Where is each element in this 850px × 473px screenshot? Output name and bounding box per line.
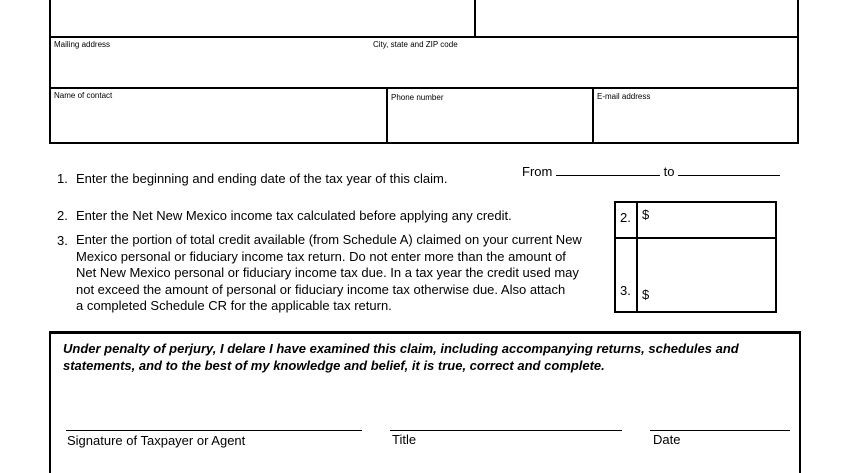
title-line bbox=[390, 430, 622, 431]
line3-text bbox=[76, 232, 611, 315]
signature-line bbox=[66, 430, 362, 431]
to-date-field[interactable] bbox=[678, 163, 780, 176]
line3-currency: $ bbox=[642, 287, 650, 302]
divider bbox=[592, 88, 594, 143]
divider bbox=[49, 331, 51, 473]
from-date-field[interactable] bbox=[556, 163, 660, 176]
line2-amount-field[interactable] bbox=[655, 203, 774, 235]
line2-text: Enter the Net New Mexico income tax calculated before applying any credit. bbox=[76, 208, 512, 223]
line1-number: 1. bbox=[57, 171, 68, 186]
line3-text-line: Mexico personal or fiduciary income tax return. Do not enter more than the amount of bbox=[76, 248, 566, 264]
email-address-label: E-mail address bbox=[597, 92, 651, 101]
divider bbox=[636, 202, 638, 312]
city-state-zip-field[interactable] bbox=[372, 50, 796, 86]
line3-text-line: a completed Schedule CR for the applicable tax return. bbox=[76, 298, 392, 313]
tax-year-range bbox=[522, 163, 780, 179]
name-of-contact-field[interactable] bbox=[52, 102, 384, 142]
phone-number-label: Phone number bbox=[391, 93, 444, 102]
city-state-zip-label: City, state and ZIP code bbox=[373, 40, 458, 49]
line3-box-number: 3. bbox=[620, 283, 631, 298]
line3-number: 3. bbox=[57, 233, 68, 248]
divider bbox=[797, 0, 799, 37]
name-field[interactable] bbox=[51, 0, 473, 36]
date-field[interactable] bbox=[650, 394, 790, 428]
line2-box-number: 2. bbox=[620, 210, 631, 225]
date-line bbox=[650, 430, 790, 431]
divider bbox=[615, 237, 776, 239]
name-of-contact-label: Name of contact bbox=[54, 91, 113, 100]
perjury-declaration bbox=[63, 340, 739, 374]
line2-number: 2. bbox=[57, 208, 68, 223]
divider bbox=[799, 331, 801, 473]
email-address-field[interactable] bbox=[595, 103, 797, 142]
id-field[interactable] bbox=[476, 0, 796, 36]
line3-amount-field[interactable] bbox=[655, 240, 774, 310]
line3-text-line: Net New Mexico personal or fiduciary income tax due. In a tax year the credit used may bbox=[76, 265, 579, 280]
phone-number-field[interactable] bbox=[389, 104, 590, 142]
to-label: to bbox=[663, 164, 675, 179]
section-divider bbox=[49, 331, 801, 334]
mailing-address-field[interactable] bbox=[52, 50, 367, 86]
line2-currency: $ bbox=[642, 207, 650, 222]
declaration-line: statements, and to the best of my knowledge and belief, it is true, correct and complete. bbox=[63, 358, 605, 373]
signature-label: Signature of Taxpayer or Agent bbox=[67, 433, 246, 448]
title-label: Title bbox=[392, 432, 417, 447]
date-label: Date bbox=[653, 432, 681, 447]
mailing-address-label: Mailing address bbox=[54, 40, 111, 49]
line3-text-line: Enter the portion of total credit available (from Schedule A) claimed on your current New bbox=[76, 232, 582, 247]
divider bbox=[386, 88, 388, 143]
line3-text-line: not exceed the amount of personal or fiduciary income tax otherwise due. Also attach bbox=[76, 281, 566, 297]
title-field[interactable] bbox=[390, 394, 622, 428]
declaration-line: Under penalty of perjury, I delare I have examined this claim, including accompanying returns, schedules and bbox=[63, 341, 739, 356]
signature-field[interactable] bbox=[66, 394, 362, 428]
from-label: From bbox=[522, 164, 553, 179]
line1-text: Enter the beginning and ending date of the tax year of this claim. bbox=[76, 171, 448, 186]
